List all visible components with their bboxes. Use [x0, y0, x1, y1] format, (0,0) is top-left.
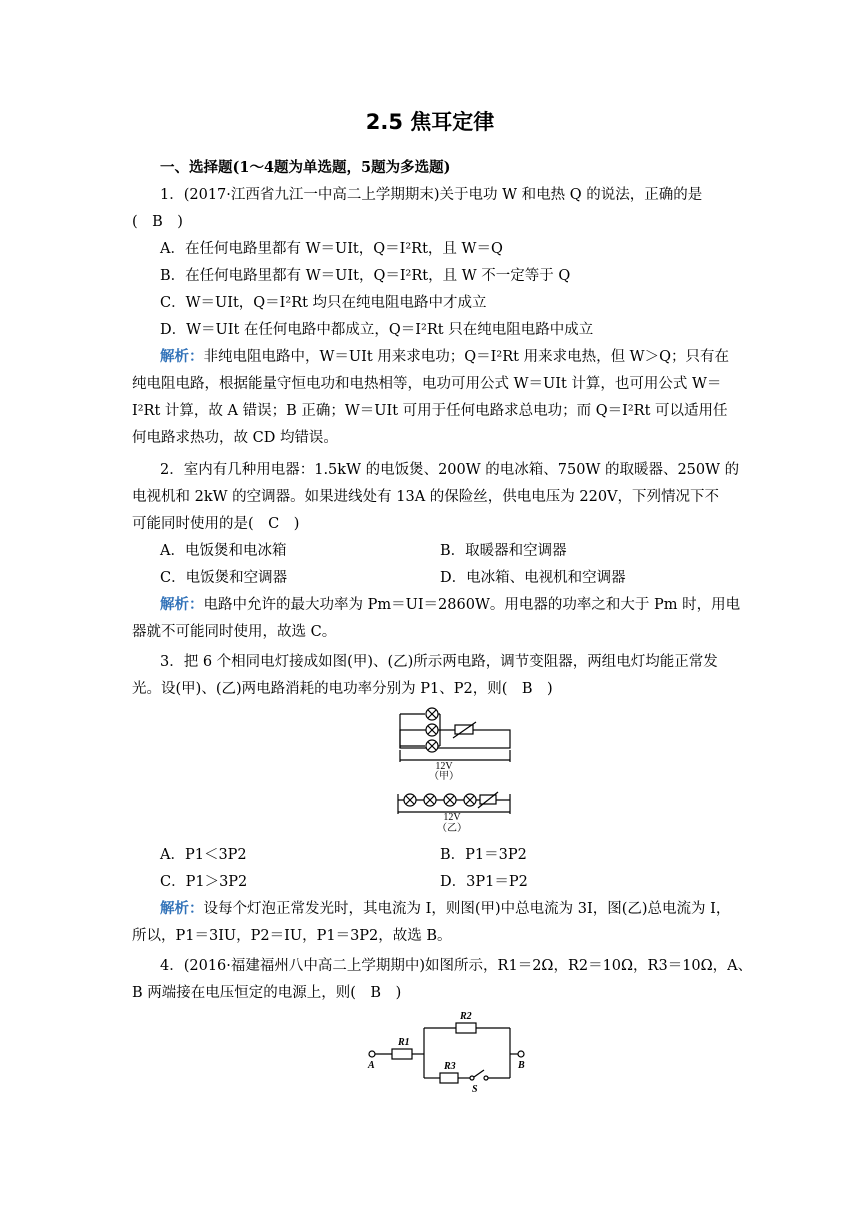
section-heading: 一、选择题(1～4题为单选题，5题为多选题) — [160, 159, 451, 176]
q2-option-b: B．取暖器和空调器 — [440, 543, 567, 559]
q4-resistor-r3 — [440, 1073, 458, 1083]
q1-analysis-1: 解析：非纯电阻电路中，W＝UIt 用来求电功；Q＝I²Rt 用来求电热，但 W＞Q；只有在 — [160, 348, 729, 365]
q1-option-b: B．在任何电路里都有 W＝UIt，Q＝I²Rt，且 W 不一定等于 Q — [160, 268, 571, 284]
analysis-label: 解析： — [160, 348, 204, 365]
q4-label-a: A — [368, 1060, 375, 1071]
q4-label-r3: R3 — [444, 1061, 456, 1072]
q4-label-b: B — [518, 1060, 525, 1071]
q4-stem-1: 4．(2016·福建福州八中高二上学期期中)如图所示，R1＝2Ω，R2＝10Ω，R3＝10Ω，A、 — [160, 958, 753, 974]
q4-resistor-r2 — [456, 1023, 476, 1033]
analysis-label: 解析： — [160, 900, 204, 917]
q1-analysis-3: I²Rt 计算，故 A 错误；B 正确；W＝UIt 可用于任何电路求总电功；而 Q＝I²Rt 可以适用任 — [132, 403, 728, 419]
q3-option-c: C．P1＞3P2 — [160, 874, 248, 890]
q2-stem-1: 2．室内有几种用电器：1.5kW 的电饭煲、200W 的电冰箱、750W 的取暖器、250W 的 — [160, 462, 740, 478]
q3-stem-2: 光。设(甲)、(乙)两电路消耗的电功率分别为 P1、P2，则( B ) — [132, 681, 553, 697]
q3-yi-label: （乙） — [437, 823, 467, 834]
q3-analysis-2: 所以，P1＝3IU，P2＝IU，P1＝3P2，故选 B。 — [132, 928, 452, 944]
q3-jia-voltage: 12V — [435, 761, 453, 772]
q4-label-s: S — [472, 1084, 478, 1095]
q2-analysis-2: 器就不可能同时使用，故选 C。 — [132, 624, 337, 640]
q3-jia-lamps — [426, 708, 438, 752]
analysis-label: 解析： — [160, 596, 204, 613]
q1-analysis-4: 何电路求热功，故 CD 均错误。 — [132, 430, 338, 446]
q2-analysis-1: 解析：电路中允许的最大功率为 Pm＝UI＝2860W。用电器的功率之和大于 Pm 时，用电 — [160, 596, 741, 613]
q3-yi-voltage: 12V — [443, 812, 461, 823]
q1-option-a: A．在任何电路里都有 W＝UIt，Q＝I²Rt，且 W＝Q — [160, 241, 503, 257]
q3-jia-label: （甲） — [429, 771, 459, 782]
q4-circuit-figure — [360, 1008, 540, 1098]
q3-option-b: B．P1＝3P2 — [440, 847, 527, 863]
q3-option-a: A．P1＜3P2 — [160, 847, 247, 863]
q4-label-r1: R1 — [398, 1037, 410, 1048]
q2-option-a: A．电饭煲和电冰箱 — [160, 543, 287, 559]
q4-switch — [474, 1070, 484, 1077]
q3-analysis-1: 解析：设每个灯泡正常发光时，其电流为 I，则图(甲)中总电流为 3I，图(乙)总电流为 I， — [160, 900, 731, 917]
q1-analysis-2: 纯电阻电路，根据能量守恒电功和电热相等，电功可用公式 W＝UIt 计算，也可用公式 W＝ — [132, 376, 722, 392]
q4-stem-2: B 两端接在电压恒定的电源上，则( B ) — [132, 985, 402, 1001]
q2-stem-2: 电视机和 2kW 的空调器。如果进线处有 13A 的保险丝，供电电压为 220V，下列情况下不 — [132, 489, 720, 505]
q4-label-r2: R2 — [460, 1011, 472, 1022]
page-title: 2.5 焦耳定律 — [365, 110, 495, 134]
q2-option-d: D．电冰箱、电视机和空调器 — [440, 570, 626, 586]
q1-stem-2: ( B ) — [132, 214, 183, 230]
q3-option-d: D．3P1＝P2 — [440, 874, 528, 890]
q1-option-d: D．W＝UIt 在任何电路中都成立，Q＝I²Rt 只在纯电阻电路中成立 — [160, 322, 594, 338]
q2-option-c: C．电饭煲和空调器 — [160, 570, 288, 586]
q1-option-c: C．W＝UIt，Q＝I²Rt 均只在纯电阻电路中才成立 — [160, 295, 487, 311]
q4-terminal-b — [518, 1051, 524, 1057]
q3-stem-1: 3．把 6 个相同电灯接成如图(甲)、(乙)所示两电路，调节变阻器，两组电灯均能正常发 — [160, 654, 718, 670]
q4-terminal-a — [369, 1051, 375, 1057]
q1-stem-1: 1．(2017·江西省九江一中高二上学期期末)关于电功 W 和电热 Q 的说法，正确的是 — [160, 187, 703, 203]
q3-circuit-figure — [380, 702, 520, 834]
q2-stem-3: 可能同时使用的是( C ) — [132, 516, 300, 532]
q4-resistor-r1 — [392, 1049, 412, 1059]
